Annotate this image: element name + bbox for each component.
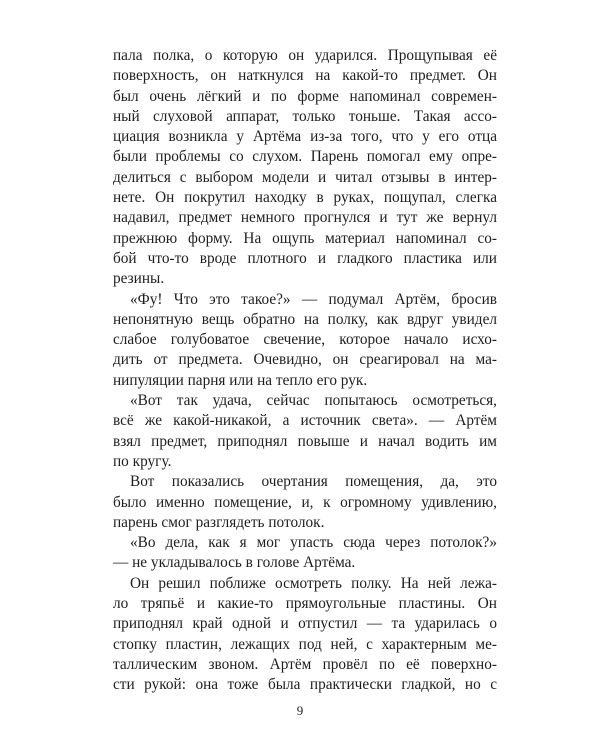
text-line: стопку пластин, лежащих под ней, с характерным ме- bbox=[113, 635, 497, 653]
page-text bbox=[113, 46, 497, 696]
text-line: приподнял край одной и отпустил — та ударилась о bbox=[113, 615, 497, 633]
text-line: слабое голубоватое свечение, которое начало исхо- bbox=[113, 331, 497, 349]
text-line: сти рукой: она тоже была практически гладкой, но с bbox=[113, 676, 497, 694]
text-line: — не укладывалось в голове Артёма. bbox=[113, 554, 356, 572]
text-line: бой что-то вроде плотного и гладкого пластика или bbox=[113, 249, 497, 267]
text-line: поверхность, он наткнулся на какой-то предмет. Он bbox=[113, 67, 497, 85]
text-line: Вот показались очертания помещения, да, это bbox=[130, 473, 497, 491]
text-line: резины. bbox=[113, 270, 165, 288]
paragraph bbox=[113, 574, 497, 696]
paragraph bbox=[113, 533, 497, 574]
text-line: ло тряпьё и какие-то прямоугольные пластины. Он bbox=[113, 595, 497, 613]
paragraph bbox=[113, 290, 497, 391]
text-line: «Во дела, как я мог упасть сюда через потолок?» bbox=[130, 534, 497, 552]
text-line: был очень лёгкий и по форме напоминал современ- bbox=[113, 87, 497, 105]
text-line: нипуляции парня или на тепло его рук. bbox=[113, 371, 368, 389]
text-line: были проблемы со слухом. Парень помогал ему опре- bbox=[113, 148, 497, 166]
text-line: нете. Он покрутил находку в руках, пощупал, слегка bbox=[113, 189, 497, 207]
text-line: «Вот так удача, сейчас попытаюсь осмотреться, bbox=[130, 392, 497, 410]
text-line: парень смог разглядеть потолок. bbox=[113, 513, 325, 531]
text-line: непонятную вещь обратно на полку, как вдруг увидел bbox=[113, 310, 497, 328]
text-line: по кругу. bbox=[113, 452, 172, 470]
text-line: прежнюю форму. На ощупь материал напоминал со- bbox=[113, 229, 497, 247]
text-line: ный слуховой аппарат, только тоньше. Такая ассо- bbox=[113, 107, 497, 125]
text-line: взял предмет, приподнял повыше и начал водить им bbox=[113, 432, 497, 450]
page-number: 9 bbox=[296, 703, 304, 718]
text-line: пала полка, о которую он ударился. Прощупывая её bbox=[113, 47, 497, 64]
paragraph bbox=[113, 391, 497, 472]
text-line: циация возникла у Артёма из-за того, что у его отца bbox=[113, 128, 497, 146]
text-line: было именно помещение, и, к огромному удивлению, bbox=[113, 493, 497, 511]
text-line: «Фу! Что это такое?» — подумал Артём, бросив bbox=[130, 290, 497, 308]
paragraph bbox=[113, 472, 497, 533]
text-line: таллическим звоном. Артём провёл по её поверхно- bbox=[113, 655, 497, 673]
text-line: всё же какой-никакой, а источник света». — Артём bbox=[113, 412, 497, 430]
text-line: делиться с выбором модели и читал отзывы в интер- bbox=[113, 168, 497, 186]
text-line: дить от предмета. Очевидно, он среагировал на ма- bbox=[113, 351, 497, 369]
text-line: Он решил поближе осмотреть полку. На ней лежа- bbox=[130, 574, 497, 592]
text-line: надавил, предмет немного прогнулся и тут же вернул bbox=[113, 209, 497, 227]
paragraph bbox=[113, 46, 497, 290]
